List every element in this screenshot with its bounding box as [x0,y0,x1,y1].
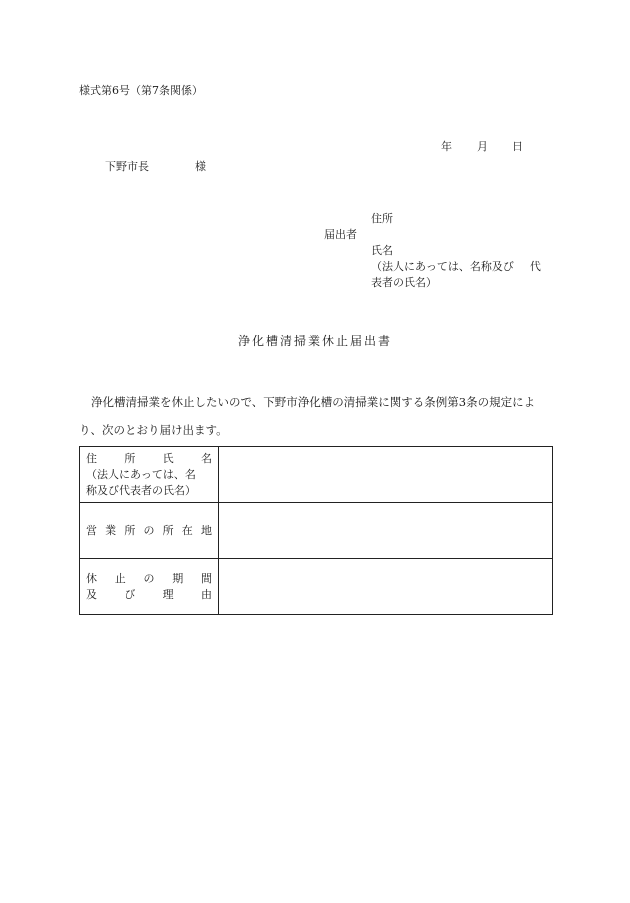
label-address-name-spread [86,451,212,467]
label-char: 止 [114,571,126,585]
table-row-office-location [80,503,553,559]
address-label: 住所 [371,212,393,225]
date-day-label: 日 [512,140,523,153]
label-char: 営 [86,523,97,537]
label-suspension-period-spread-2 [86,587,212,603]
corporation-note [371,259,551,291]
corporation-note-line2: 表者の氏名） [371,276,437,289]
body-line-1 [79,388,554,416]
label-char: の [143,571,155,585]
label-char: 住 [86,451,97,465]
label-char: 業 [105,523,117,537]
body-line-2: り、次のとおり届け出ます。 [79,423,228,437]
label-char: 氏 [162,451,174,465]
body-line-1-text: 浄化槽清掃業を休止したいので、下野市浄化槽の清掃業に関する条例第3条の規定によ [91,395,536,409]
label-char: の [143,523,155,537]
label-office-location [80,503,219,559]
label-suspension-period-spread-1 [86,571,212,587]
label-char: び [124,587,136,601]
label-suspension-period [80,559,219,615]
addressee-honorific: 様 [195,160,206,173]
notifier-label: 届出者 [324,228,357,241]
label-char: 間 [201,571,212,585]
addressee-mayor: 下野市長 [105,160,149,173]
name-label: 氏名 [371,244,393,257]
label-char: 在 [181,523,193,537]
label-address-name [80,447,219,503]
date-year-label: 年 [441,140,452,153]
corporation-note-line1-a: （法人にあっては、名称及び [371,260,514,273]
field-suspension-period[interactable] [219,559,553,615]
label-char: 期 [172,571,184,585]
label-address-name-sub2: 称及び代表者の氏名） [86,483,196,497]
label-char: 所 [124,451,136,465]
body-text [79,388,554,444]
label-char: 休 [86,571,97,585]
table-row-address-name [80,447,553,503]
label-char: 所 [162,523,174,537]
corporation-note-line1 [371,259,551,275]
corporation-note-line1-b: 代 [529,260,541,273]
date-month-label: 月 [477,140,488,153]
label-char: 名 [200,451,212,465]
notification-table [79,446,553,615]
label-char: 理 [162,587,174,601]
table-row-suspension-period [80,559,553,615]
label-char: 及 [86,587,97,601]
form-number: 様式第6号（第7条関係） [79,84,203,97]
field-address-name[interactable] [219,447,553,503]
document-title: 浄化槽清掃業休止届出書 [237,334,392,348]
field-office-location[interactable] [219,503,553,559]
label-char: 由 [200,587,212,601]
label-office-location-spread [86,523,212,539]
label-char: 地 [200,523,212,537]
label-address-name-sub1: （法人にあっては、名 [86,467,196,481]
label-char: 所 [124,523,136,537]
